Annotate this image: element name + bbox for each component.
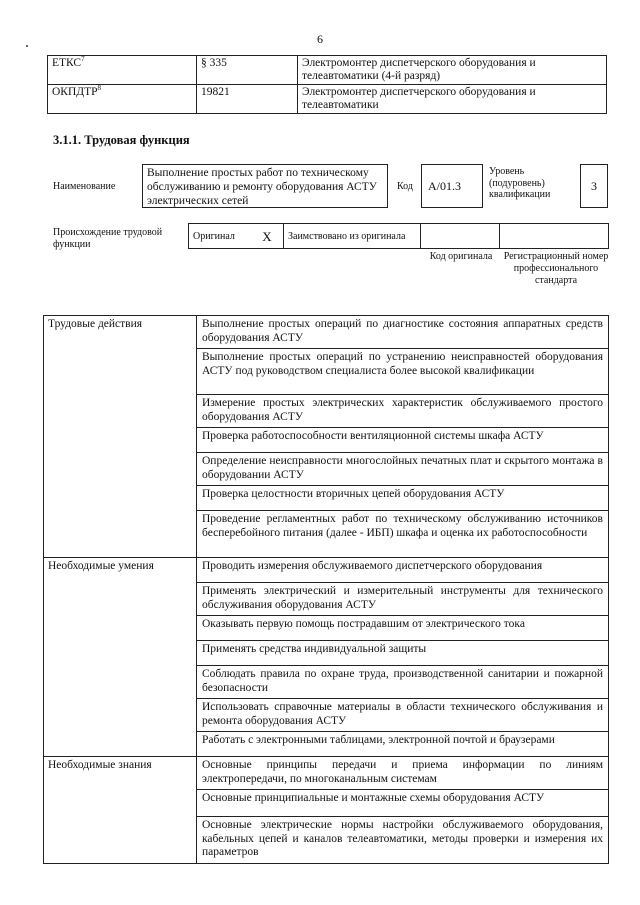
scan-speck — [26, 45, 28, 47]
list-item: Проверка работоспособности вентиляционной системы шкафа АСТУ — [197, 428, 609, 453]
function-details-table — [43, 315, 609, 864]
list-item: Проведение регламентных работ по техническому обслуживанию источников бесперебойного питания (далее - ИБП) шкафа и оценка их работоспособности — [197, 511, 609, 558]
list-item: Измерение простых электрических характеристик обслуживаемого простого оборудования АСТУ — [197, 395, 609, 428]
origin-original-mark: X — [251, 224, 284, 249]
origin-original-label: Оригинал — [189, 224, 252, 249]
section-heading-knowledge: Необходимые знания — [44, 757, 197, 864]
function-code-label: Код — [397, 181, 413, 192]
function-code-value: А/01.3 — [421, 164, 483, 208]
origin-row — [189, 224, 609, 249]
list-item: Проводить измерения обслуживаемого диспетчерского оборудования — [197, 558, 609, 583]
classifier-code: ЕТКС — [52, 57, 82, 69]
list-item: Основные принципиальные и монтажные схемы оборудования АСТУ — [197, 790, 609, 817]
origin-reg-cell — [500, 224, 609, 249]
classifier-table — [47, 55, 607, 114]
classifier-name: Электромонтер диспетчерского оборудования и телеавтоматики (4-й разряд) — [298, 56, 607, 85]
list-item: Работать с электронными таблицами, электронной почтой и браузерами — [197, 732, 609, 757]
list-item: Основные электрические нормы настройки обслуживаемого оборудования, кабельных цепей и каналов телеавтоматики, методы проверки и измерения их параметров — [197, 817, 609, 864]
section-heading-skills: Необходимые умения — [44, 558, 197, 757]
classifier-code-cell — [48, 56, 197, 85]
qualification-level-label: Уровень (подуровень) квалификации — [489, 166, 551, 200]
section-heading-actions: Трудовые действия — [44, 316, 197, 558]
function-name-label: Наименование — [53, 181, 116, 192]
list-item: Соблюдать правила по охране труда, производственной санитарии и пожарной безопасности — [197, 666, 609, 699]
origin-code-cell — [421, 224, 500, 249]
list-item: Выполнение простых операций по диагностике состояния аппаратных средств оборудования АСТУ — [197, 316, 609, 349]
footnote-mark: 8 — [97, 84, 102, 93]
list-item: Определение неисправности многослойных печатных плат и скрытого монтажа в оборудовании АСТУ — [197, 453, 609, 486]
details-row — [44, 316, 609, 349]
classifier-row-okpdtr — [48, 85, 607, 114]
classifier-name: Электромонтер диспетчерского оборудования и телеавтоматики — [298, 85, 607, 114]
list-item: Применять электрический и измерительный инструменты для технического обслуживания оборудования АСТУ — [197, 583, 609, 616]
list-item: Основные принципы передачи и приема информации по линиям электропередачи, по многоканальным системам — [197, 757, 609, 790]
section-title: 3.1.1. Трудовая функция — [53, 133, 190, 147]
classifier-ref: 19821 — [197, 85, 298, 114]
qualification-level-value: 3 — [580, 164, 608, 208]
classifier-code: ОКПДТР — [52, 86, 98, 98]
page-number: 6 — [317, 32, 323, 46]
footnote-mark: 7 — [81, 55, 85, 64]
origin-code-caption: Код оригинала — [429, 251, 493, 262]
details-row — [44, 558, 609, 583]
details-row — [44, 757, 609, 790]
classifier-ref: § 335 — [197, 56, 298, 85]
list-item: Выполнение простых операций по устранению неисправностей оборудования АСТУ под руководством специалиста более высокой квалификации — [197, 349, 609, 395]
classifier-code-cell — [48, 85, 197, 114]
classifier-row-etks — [48, 56, 607, 85]
origin-table — [188, 223, 609, 249]
list-item: Применять средства индивидуальной защиты — [197, 641, 609, 666]
origin-reg-caption: Регистрационный номер профессионального стандарта — [503, 251, 609, 286]
origin-label: Происхождение трудовой функции — [53, 227, 163, 250]
function-name-value: Выполнение простых работ по техническому обслуживанию и ремонту оборудования АСТУ электрических сетей — [142, 164, 388, 208]
origin-borrowed-label: Заимствовано из оригинала — [284, 224, 421, 249]
list-item: Использовать справочные материалы в области технического обслуживания и ремонта оборудования АСТУ — [197, 699, 609, 732]
list-item: Оказывать первую помощь пострадавшим от электрического тока — [197, 616, 609, 641]
list-item: Проверка целостности вторичных цепей оборудования АСТУ — [197, 486, 609, 511]
